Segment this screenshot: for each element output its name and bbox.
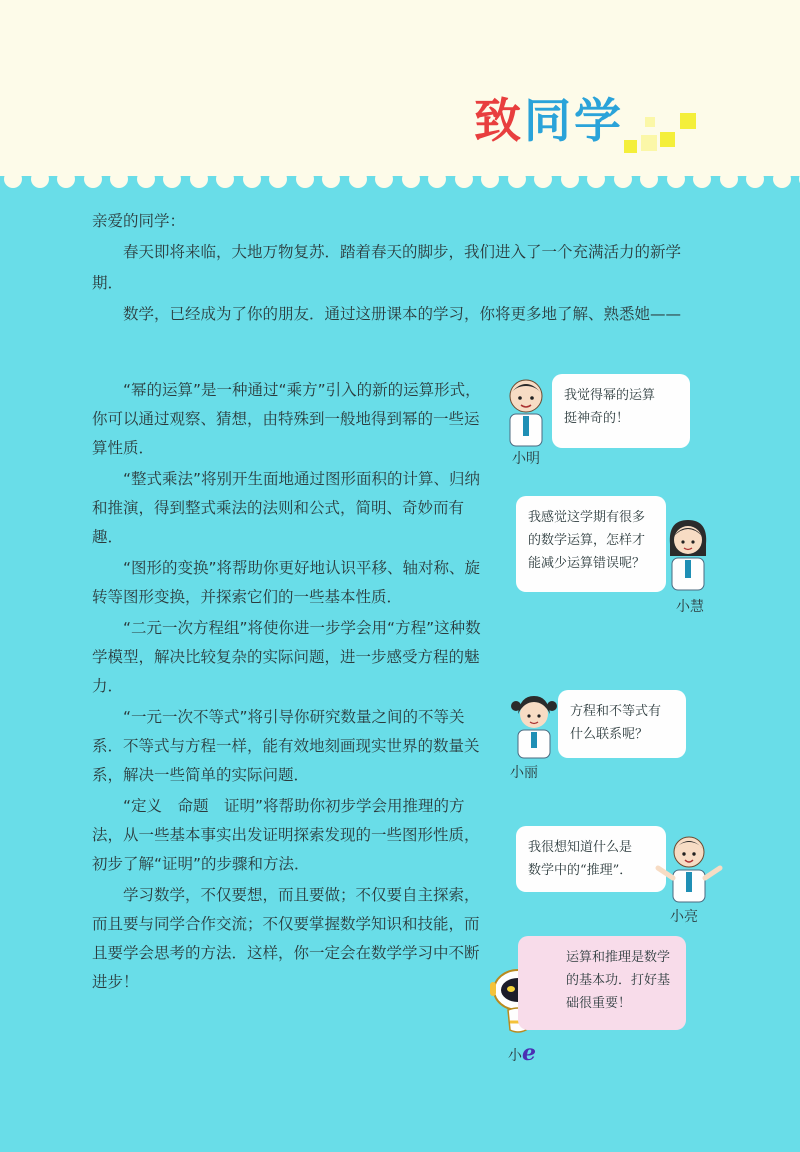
scallop-dot — [4, 170, 22, 188]
page-title — [474, 94, 624, 149]
intro-section — [92, 206, 692, 330]
scallop-dot — [667, 170, 685, 188]
speaker-name-xiaoli: 小丽 — [510, 765, 538, 781]
decor-square — [680, 113, 696, 129]
body-section — [92, 376, 487, 997]
scallop-dot — [481, 170, 499, 188]
paragraph-power-operations: “幂的运算”是一种通过“乘方”引入的新的运算形式，你可以通过观察、猜想，由特殊到一般地得到幂的一些运算性质． — [92, 381, 481, 457]
scallop-dot — [243, 170, 261, 188]
scallop-dot — [31, 170, 49, 188]
scallop-dot — [534, 170, 552, 188]
bubble-line: 的基本功．打好基 — [566, 973, 671, 988]
bubble-line: 能减少运算错误呢？ — [528, 556, 646, 571]
scalloped-edge — [0, 170, 800, 194]
decor-square — [645, 117, 655, 127]
speech-bubble-xiaoe — [518, 936, 686, 1030]
bubble-line: 运算和推理是数学 — [566, 950, 671, 965]
title-part-1: 致 — [474, 94, 524, 149]
decor-square — [624, 140, 637, 153]
speech-bubble-xiaohui — [516, 496, 666, 592]
speech-bubble-xiaoli — [558, 690, 686, 758]
scallop-dot — [402, 170, 420, 188]
speaker-name-xiaohui: 小慧 — [676, 599, 704, 615]
salutation: 亲爱的同学： — [92, 212, 186, 230]
intro-paragraph-2: 数学，已经成为了你的朋友．通过这册课本的学习，你将更多地了解、熟悉她—— — [123, 305, 682, 323]
boy-xiaoming-illustration — [496, 374, 556, 454]
scallop-dot — [322, 170, 340, 188]
bubble-line: 我感觉这学期有很多 — [528, 510, 646, 525]
header-banner — [0, 0, 800, 178]
paragraph-linear-equations: “二元一次方程组”将使你进一步学会用“方程”这种数学模型，解决比较复杂的实际问题，进一步感受方程的魅力． — [92, 619, 481, 695]
speech-bubble-xiaoliang — [516, 826, 666, 892]
scallop-dot — [508, 170, 526, 188]
speaker-name-prefix: 小 — [508, 1048, 522, 1064]
bubble-line: 挺神奇的！ — [564, 411, 630, 426]
decor-square — [660, 132, 675, 147]
bubble-line: 数学中的“推理”． — [528, 863, 633, 878]
paragraph-closing: 学习数学，不仅要想，而且要做；不仅要自主探索，而且要与同学合作交流；不仅要掌握数学知识和技能，而且要学会思考的方法．这样，你一定会在数学学习中不断进步！ — [92, 886, 480, 991]
scallop-dot — [455, 170, 473, 188]
scallop-dot — [773, 170, 791, 188]
bubble-line: 我觉得幂的运算 — [564, 388, 656, 403]
speech-bubble-xiaoming — [552, 374, 690, 448]
speaker-name-xiaoming: 小明 — [512, 451, 540, 467]
speaker-name-xiaoliang: 小亮 — [670, 909, 698, 925]
speaker-name-xiaoe — [508, 1040, 536, 1066]
paragraph-linear-inequality: “一元一次不等式”将引导你研究数量之间的不等关系．不等式与方程一样，能有效地刻画现实世界的数量关系，解决一些简单的实际问题． — [92, 708, 480, 784]
speaker-name-e: e — [522, 1040, 536, 1066]
scallop-dot — [640, 170, 658, 188]
scallop-dot — [720, 170, 738, 188]
decor-square — [641, 135, 657, 151]
scallop-dot — [746, 170, 764, 188]
scallop-dot — [190, 170, 208, 188]
scallop-dot — [110, 170, 128, 188]
scallop-dot — [587, 170, 605, 188]
scallop-dot — [349, 170, 367, 188]
scallop-dot — [57, 170, 75, 188]
title-part-2: 同学 — [524, 94, 624, 149]
scallop-dot — [163, 170, 181, 188]
scallop-dot — [137, 170, 155, 188]
bubble-line: 础很重要！ — [566, 996, 632, 1011]
bubble-line: 我很想知道什么是 — [528, 840, 633, 855]
scallop-dot — [296, 170, 314, 188]
paragraph-figure-transformation: “图形的变换”将帮助你更好地认识平移、轴对称、旋转等图形变换，并探索它们的一些基本性质． — [92, 559, 481, 606]
scallop-dot — [84, 170, 102, 188]
scallop-dot — [216, 170, 234, 188]
girl-xiaohui-illustration — [660, 516, 716, 596]
boy-xiaoliang-illustration — [654, 830, 724, 906]
scallop-dot — [269, 170, 287, 188]
paragraph-definition-proof: “定义 命题 证明”将帮助你初步学会用推理的方法，从一些基本事实出发证明探索发现的一些图形性质，初步了解“证明”的步骤和方法． — [92, 797, 480, 873]
intro-paragraph-1: 春天即将来临，大地万物复苏．踏着春天的脚步，我们进入了一个充满活力的新学期． — [92, 243, 682, 292]
scallop-dot — [375, 170, 393, 188]
paragraph-polynomial-multiplication: “整式乘法”将别开生面地通过图形面积的计算、归纳和推演，得到整式乘法的法则和公式，简明、奇妙而有趣． — [92, 470, 481, 546]
scallop-dot — [693, 170, 711, 188]
bubble-line: 的数学运算，怎样才 — [528, 533, 646, 548]
scallop-dot — [561, 170, 579, 188]
scallop-dot — [614, 170, 632, 188]
bubble-line: 方程和不等式有 — [570, 704, 662, 719]
bubble-line: 什么联系呢？ — [570, 727, 649, 742]
girl-xiaoli-illustration — [506, 692, 562, 762]
scallop-dot — [428, 170, 446, 188]
